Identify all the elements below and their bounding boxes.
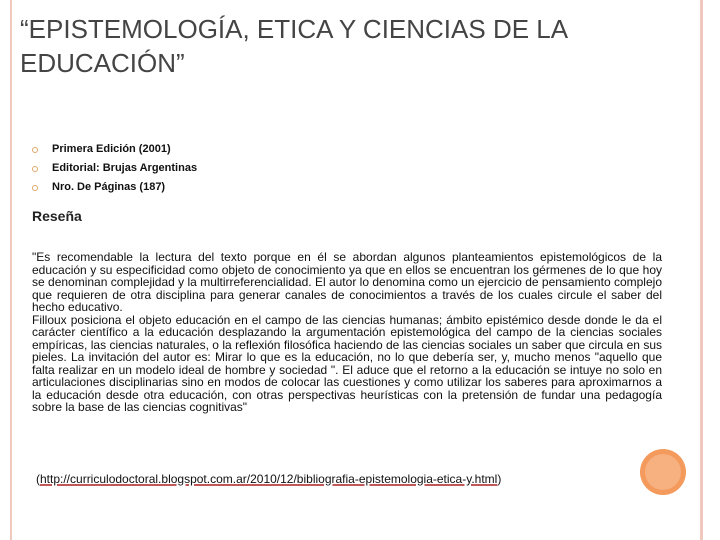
detail-edition: Primera Edición (2001) <box>52 143 171 155</box>
decorative-circle-icon <box>640 449 686 495</box>
reference-open-paren: ( <box>36 472 40 486</box>
review-paragraph: "Es recomendable la lectura del texto porque en él se abordan algunos planteamientos epistemológicos de la educación y su especificidad como objeto de conocimiento ya que en ellos se encuentran los gérmenes de lo que hoy se denominan complejidad y la multirreferencialidad. El autor lo denomina como un ejercicio de pensamiento complejo que requieren de otra disciplina para generar canales de conocimientos a través de los cuales circule el saber del hecho educativo. <box>32 250 662 314</box>
list-item <box>32 178 197 197</box>
bullet-circle-icon <box>32 166 38 172</box>
reference-link[interactable]: http://curriculodoctoral.blogspot.com.ar/2010/12/bibliografia-epistemologia-etica-y.html <box>40 472 498 486</box>
list-item <box>32 140 197 159</box>
detail-publisher: Editorial: Brujas Argentinas <box>52 162 198 174</box>
reference-citation <box>36 472 501 486</box>
slide-frame-left <box>10 0 12 540</box>
reference-close-paren: ) <box>497 472 502 486</box>
review-heading: Reseña <box>32 208 82 224</box>
list-item <box>32 159 197 178</box>
bullet-circle-icon <box>32 147 38 153</box>
slide-frame-right <box>700 0 703 540</box>
detail-pages: Nro. De Páginas (187) <box>52 181 166 193</box>
book-details-list <box>32 140 197 197</box>
bullet-circle-icon <box>32 185 38 191</box>
review-paragraph: Filloux posiciona el objeto educación en el campo de las ciencias humanas; ámbito epistémico desde donde le da el carácter científico a la educación desplazando la argumentación epistemológica del campo de la ciencias sociales empíricas, las ciencias naturales, o la reflexión filosófica haciendo de las ciencias sociales un saber que circula en sus pieles. La invitación del autor es: Mirar lo que es la educación, no lo que debería ser, y, mucho menos "aquello que falta realizar en un modelo ideal de hombre y sociedad ". El aduce que el retorno a la educación se intuye no solo en articulaciones disciplinarias sino en modos de colocar las cuestiones y como utilizar los saberes para aproximarnos a la educación desde otra educación, con otras perspectivas heurísticas con la pretensión de fundar una pedagogía sobre la base de las ciencias cognitivas" <box>32 312 662 414</box>
review-body <box>32 251 662 414</box>
slide-title: “EPISTEMOLOGÍA, ETICA Y CIENCIAS DE LA EDUCACIÓN” <box>20 14 567 78</box>
